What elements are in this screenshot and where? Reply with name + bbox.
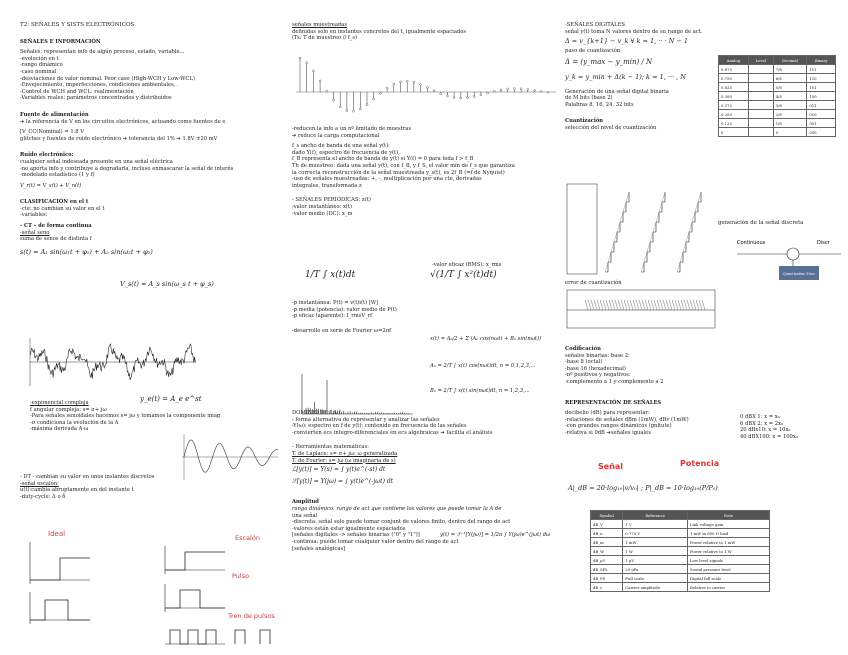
ct-equation-2: s(t) = A₁ sin(ω₁t + φ₁) + A₂ sin(ω₂t + φ₂) <box>20 247 153 256</box>
label-senal: Señal <box>598 462 624 471</box>
gen-disc-title: generación de la señal discreta <box>718 220 804 226</box>
error-hatch-line <box>660 300 663 310</box>
table-cell: Digital full scale <box>688 574 770 583</box>
table-cell: 111 <box>807 65 836 74</box>
error-hatch-line <box>624 300 627 310</box>
table-cell: 1 mW <box>623 538 688 547</box>
column-1 <box>20 22 282 288</box>
table-row <box>719 119 836 128</box>
dc-integral: 1/T ∫ x(t)dt <box>305 270 356 280</box>
error-hatch-line <box>642 300 645 310</box>
error-hatch-line <box>690 300 693 310</box>
quant-title: Cuantización <box>565 118 604 125</box>
table-cell: 0.750 <box>719 74 749 83</box>
gen-line: Palabras 8, 16, 24, 32 bits <box>565 101 634 108</box>
sample-point <box>353 110 355 112</box>
sec1-line: Señales: representan info de algún proceso, estado, variable... <box>20 49 185 56</box>
noisy-sine-plot <box>28 336 198 388</box>
table-row <box>719 110 836 119</box>
sample-point <box>487 92 489 94</box>
quant-error-label: Quantization Error <box>783 272 816 276</box>
tools-line: T. de Fourier: s= jω (ω imaginaria de s) <box>292 457 396 464</box>
table-cell: 1 V <box>623 520 688 529</box>
class-title: CLASIFICACIÓN en el t <box>20 199 89 206</box>
exp-equation: y_e(t) = A_e e^st <box>140 395 202 403</box>
ct-title: - CT – de forma continua <box>20 223 92 230</box>
table-cell: dB_μV <box>591 556 623 565</box>
error-hatch-line <box>666 300 669 310</box>
table-cell: dB_m <box>591 538 623 547</box>
table-cell: Link voltage gain <box>688 520 770 529</box>
tools-title: - Herramientas matemáticas: <box>292 444 369 451</box>
exp-line: -máxima derivada A·ω <box>30 426 89 433</box>
table-cell: 4/8 <box>773 92 807 101</box>
gen-line: Generación de una señal digital binaria <box>565 88 669 95</box>
table-row <box>591 574 770 583</box>
table-row <box>719 83 836 92</box>
label-tren: Tren de pulsos <box>228 612 275 620</box>
error-hatch-line <box>669 300 672 310</box>
table-header: Note <box>688 511 770 520</box>
sample-point <box>473 96 475 98</box>
exp-line: -Para señales senoidales hacemos s= jω y tomamos la componente imag <box>30 413 221 420</box>
table-cell <box>748 110 773 119</box>
column-3 <box>565 22 715 132</box>
periodic-line: -valor instantáneo: x(t) <box>292 203 353 210</box>
page-title: T2: SEÑALES Y SISTS ELECTRÓNICOS <box>20 22 135 28</box>
continuous-label: Continuous <box>737 240 766 246</box>
table-row <box>591 529 770 538</box>
error-hatch-line <box>663 300 666 310</box>
table-cell <box>748 83 773 92</box>
sample-point <box>453 97 455 99</box>
table-cell: 0.775 V <box>623 529 688 538</box>
table-cell <box>748 65 773 74</box>
error-hatch-line <box>678 300 681 310</box>
power-line: -p eficaz (aparente): I_rmsV_rf <box>292 313 373 320</box>
quantization-diagram <box>565 182 715 276</box>
table-cell <box>748 74 773 83</box>
table-cell: 010 <box>807 110 836 119</box>
digital-equation-3: y_k = y_min + Δ(k − 1); k = 1, ··· , N <box>565 72 686 81</box>
table-cell: Relative to carrier <box>688 583 770 592</box>
noise-title: Ruido electrónico: <box>20 152 74 159</box>
table-cell: Sound pressure level <box>688 565 770 574</box>
dt-line: u(t):cambia abruptamente en del instante t <box>20 487 134 494</box>
db-units-table <box>590 510 770 592</box>
db-line: decibelio (dB) para representar: <box>565 410 650 417</box>
sample-point <box>306 62 308 64</box>
table-cell: Carrier amplitude <box>623 583 688 592</box>
sample-point <box>319 80 321 82</box>
binary-code-table <box>718 55 836 137</box>
class-line: -cte: no cambian su valor en el t <box>20 205 105 212</box>
error-hatch-line <box>630 300 633 310</box>
bw-line: dado Y(f), espectro de frecuencia de y(t), <box>292 149 400 156</box>
table-row <box>591 538 770 547</box>
sample-point <box>373 98 375 100</box>
table-cell: Power relative to 1 mW <box>688 538 770 547</box>
table-cell: Low level signals <box>688 556 770 565</box>
ct-equation-1: V_s(t) = A_s sin(ω_s t + φ_s) <box>120 280 214 288</box>
fourier-transform-equation: ℱ[y(t)] = Y(jω) = ∫ y(t)e^(-jωt) dt <box>292 477 394 485</box>
table-row <box>591 583 770 592</box>
quantization-error-diagram <box>565 288 717 330</box>
digital-equation-1: Δ = v_{k+1} − v_k ∀ k = 1, ·· · N − 1 <box>565 37 688 46</box>
error-hatch-line <box>633 300 636 310</box>
error-hatch-line <box>606 300 609 310</box>
codif-line: -complemento a 1 y complemento a 2 <box>565 378 664 385</box>
sample-point <box>299 57 301 59</box>
error-hatch-line <box>684 300 687 310</box>
class-line: -variables: <box>20 212 48 219</box>
noise-equation: V_r(t) = V_s(t) + V_n(t) <box>20 182 82 189</box>
digital-equation-2: Δ = (y_max − y_min) / N <box>565 58 653 67</box>
table-cell: 20 μPa <box>623 565 688 574</box>
sample-point <box>400 81 402 83</box>
tools-line: T. de Laplace: s= σ+ jω: ω generalizada <box>292 450 398 457</box>
table-cell: 1 mW in 600 Ω load <box>688 529 770 538</box>
table-cell: 1 W <box>623 547 688 556</box>
table-cell: 0.375 <box>719 101 749 110</box>
error-hatch-line <box>600 300 603 310</box>
analog-ramp <box>605 192 629 272</box>
codif-line: -nº positivos y negativos: <box>565 372 631 379</box>
sample-point <box>406 80 408 82</box>
section-title-senales: SEÑALES E INFORMACIÓN <box>20 38 101 45</box>
error-hatch-line <box>657 300 660 310</box>
table-cell: 1/8 <box>773 119 807 128</box>
ct-line: suma de senos de distinta f <box>20 236 92 243</box>
sample-point <box>547 91 549 93</box>
table-header: Binary <box>807 56 836 65</box>
rep-title: REPRESENTACIÓN DE SEÑALES <box>565 399 662 406</box>
sample-point <box>346 110 348 112</box>
sample-point <box>534 89 536 91</box>
db-equation: A|_dB = 20·log₁₀|v/v₀| ; P|_dB = 10·log₁₀(P/P₀) <box>568 484 718 492</box>
table-cell: 0.250 <box>719 110 749 119</box>
error-hatch-line <box>687 300 690 310</box>
sec1-line: -rango dinámico <box>20 62 63 69</box>
db-row: 6 dBX 2: x = 2x₀ <box>740 420 783 427</box>
sec1-line: -Variables reales: parámetros concentrados y distribuidos <box>20 95 172 102</box>
amp-line: rango dinámico: rango de act que contiene los valores que puede tomar la A de <box>292 505 502 512</box>
power-title: Fuente de alimentación <box>20 111 89 118</box>
table-cell: 5/8 <box>773 83 807 92</box>
table-cell <box>748 119 773 128</box>
sample-point <box>513 88 515 90</box>
sample-point <box>386 87 388 89</box>
error-hatch-line <box>612 300 615 310</box>
table-cell: 0.500 <box>719 92 749 101</box>
bw-line: -uso de señales muestreadas: +, -, multiplicación por una cte, derivadas <box>292 176 482 183</box>
codif-line: -base 16 (hexadecimal) <box>565 365 626 372</box>
noise-line: -no aporta info y contribuye a degradarla, incluso enmascarar la señal de interés <box>20 165 234 172</box>
noise-line: -modelado estadístico (1 y f) <box>20 172 95 179</box>
sampled-line: ➔ reduce la carga computacional <box>292 132 380 139</box>
error-hatch-line <box>588 300 591 310</box>
table-cell: 6/8 <box>773 74 807 83</box>
sample-point <box>339 106 341 108</box>
error-hatch-line <box>591 300 594 310</box>
error-title: error de cuantización <box>565 280 622 286</box>
error-hatch-line <box>675 300 678 310</box>
periodic-line: -valor eficaz (RMS): x_rms <box>432 262 502 268</box>
error-hatch-line <box>603 300 606 310</box>
table-cell: 001 <box>807 119 836 128</box>
sampling-block <box>292 126 554 268</box>
table-cell: 1 μV <box>623 556 688 565</box>
codif-line: señales binarias: base 2: <box>565 352 630 359</box>
sampled-signal-plot <box>292 42 560 124</box>
table-row <box>591 565 770 574</box>
error-hatch-line <box>648 300 651 310</box>
sample-point <box>433 90 435 92</box>
table-header: Symbol <box>591 511 623 520</box>
discrete-label: Discr <box>817 240 830 246</box>
label-pulso: Pulso <box>232 572 250 580</box>
freq-title: DOMINIO DE LA f <box>292 410 341 416</box>
sample-point <box>520 88 522 90</box>
amp-title: Amplitud <box>292 499 319 506</box>
fourier-label: -desarrollo en serie de Fourier ω=2πf <box>292 327 392 334</box>
table-cell: 0.125 <box>719 119 749 128</box>
svg-text:Quantization Error <box>783 272 816 276</box>
analog-ramp <box>641 192 665 272</box>
error-hatch-line <box>594 300 597 310</box>
db-line: -relativa si 0dB ➔señales iguales <box>565 429 651 436</box>
error-hatch-line <box>615 300 618 310</box>
digital-title: -SEÑALES DIGITALES <box>565 22 625 28</box>
error-hatch-line <box>585 300 588 310</box>
sample-point <box>527 88 529 90</box>
sample-point <box>540 90 542 92</box>
table-header: Reference <box>623 511 688 520</box>
dt-block <box>20 474 170 500</box>
table-cell: 3/8 <box>773 101 807 110</box>
sampled-line: (Ts: T de muestreo // f_s) <box>292 35 358 42</box>
error-hatch-line <box>699 300 702 310</box>
power-line: ➔ la referencia de V en los circuitos electrónicos, actuando como fuentes de e <box>20 118 226 125</box>
bw-line: la correcta reconstrucción de la señal muestreada y_s(t), es 2f_B (=f de Nyquist) <box>292 169 505 176</box>
table-cell: 7/8 <box>773 65 807 74</box>
exp-line: -σ condiciona la evolución de la A <box>30 419 119 426</box>
error-hatch-line <box>618 300 621 310</box>
discrete-generation-diagram <box>735 232 845 282</box>
sec1-line: -evolución en t <box>20 55 59 62</box>
amp-line: -valores están estar igualmente espaciados <box>292 525 406 532</box>
table-cell: 101 <box>807 83 836 92</box>
fourier-inverse-equation: y(t) = ℱ⁻¹[Y(jω)] = 1/2π ∫ Y(jω)e^(jωt) dω <box>440 532 551 538</box>
dt-line: -señal escalón: <box>20 480 59 487</box>
ideal-signal-diagrams <box>20 540 290 650</box>
table-header: Analog <box>719 56 749 65</box>
table-cell: dB_V <box>591 520 623 529</box>
sample-point <box>420 84 422 86</box>
table-row <box>719 65 836 74</box>
amp-line: [señales digitales -> señales binarias ("0" y "1")] <box>292 532 420 539</box>
fourier-eq-1: x(t) = A₀/2 + Σ (Aₙ cos(nωt) + Bₙ sin(nωt)) <box>430 336 542 342</box>
svg-text:Discr <box>817 240 831 246</box>
db-row: 0 dBX 1: x = x₀ <box>740 414 780 420</box>
table-row <box>591 556 770 565</box>
table-cell <box>748 101 773 110</box>
sample-point <box>480 94 482 96</box>
table-cell: dB_FS <box>591 574 623 583</box>
db-equivalences <box>740 414 840 440</box>
power-block <box>292 300 554 334</box>
sample-point <box>333 99 335 101</box>
sample-point <box>446 95 448 97</box>
bw-line: integrales, transformada z <box>292 182 362 189</box>
power-line: glitches y fuentes de ruido electrónico ➔ tolerancia del 1% ➔ 1.8V ±20 mV <box>20 135 218 142</box>
table-cell: 000 <box>807 128 836 137</box>
power-line: -p instantánea: P(t) = v(t)i(t) [W] <box>292 300 379 306</box>
db-line: -con grandes rangos dinámicos (gnitute) <box>565 423 672 430</box>
sampled-title: señales muestreadas <box>292 22 348 28</box>
sample-point <box>326 90 328 92</box>
rms-integral: √(1/T ∫ x²(t)dt) <box>430 270 497 280</box>
periodic-line: -valor medio (DC): x_m <box>292 210 353 217</box>
sample-point <box>366 104 368 106</box>
error-hatch-line <box>681 300 684 310</box>
error-hatch-line <box>621 300 624 310</box>
table-cell: dB_c <box>591 583 623 592</box>
svg-text:Continuous <box>737 240 766 246</box>
column-2 <box>292 22 554 42</box>
table-cell: 0 <box>719 128 749 137</box>
error-hatch-line <box>672 300 675 310</box>
digital-line: señal y(t) toma N valores dentro de su rango de act. <box>565 28 703 35</box>
table-row <box>719 101 836 110</box>
table-row <box>719 128 836 137</box>
table-cell: dB_W <box>591 547 623 556</box>
table-cell: Full scale <box>623 574 688 583</box>
label-ideal: Ideal <box>48 530 66 538</box>
bw-line: f_s ancho de banda de una señal y(t): <box>292 143 390 150</box>
damped-oscillation-plot <box>180 432 280 482</box>
error-hatch-line <box>636 300 639 310</box>
exp-title: -exponencial compleja <box>30 400 89 406</box>
sample-point <box>312 70 314 72</box>
table-cell: 0 <box>773 128 807 137</box>
amp-line: -discreta: señal solo puede tomar conjunt de valores finito, dentro del rango de act <box>292 519 511 526</box>
freq-line: -convierten ecs integro-diferenciales en ecs algebraicas ➔ facilita el análisis <box>292 429 493 436</box>
table-row <box>591 547 770 556</box>
db-line: -relaciones de señales dBm (1mW), dBv (1mW) <box>565 416 689 423</box>
error-hatch-line <box>654 300 657 310</box>
table-cell: 100 <box>807 92 836 101</box>
table-row <box>591 520 770 529</box>
table-cell: 2/8 <box>773 110 807 119</box>
sec1-line: -Envejecimiento, imperfecciones, condiciones ambientales, . <box>20 82 179 89</box>
dt-title: - DT - cambian su valor en unos instantes discretos <box>20 474 155 480</box>
error-hatch-line <box>645 300 648 310</box>
error-hatch-line <box>693 300 696 310</box>
label-potencia: Potencia <box>680 459 720 468</box>
table-cell: dB_SPL <box>591 565 623 574</box>
amp-line: [señales analógicas] <box>292 545 346 552</box>
bw-line: Th de muestreo: dada una señal y(t), con f_B, y f_S, el valor mín de f_s que garantiza <box>292 162 515 169</box>
amp-line: -continua: puede tomar cualquier valor dentro del rango de act <box>292 538 459 545</box>
sample-point <box>379 92 381 94</box>
sec1-line: -Control de WCH and WCL: realimentación <box>20 88 134 95</box>
table-cell: 011 <box>807 101 836 110</box>
sampled-line: definidas solo en instantes concretos del t, igualmente espaciados <box>292 28 467 35</box>
fourier-eq-3: Bₙ = 2/T ∫ x(t) sin(nωt)dt, n = 1,2,3,... <box>430 388 530 394</box>
sample-point <box>426 87 428 89</box>
db-row: 40 dBX100: x = 100x₀ <box>740 433 798 440</box>
laplace-equation: ℒ[y(t)] = Y(s) = ∫ y(t)e^(-st) dt <box>292 466 386 474</box>
exp-line: f angular compleja: s= σ+ jω <box>30 406 107 413</box>
ct-line: -señal seno <box>20 229 50 236</box>
label-escalon: Escalón <box>235 534 260 542</box>
power-line: [V_CC(Nominal) = 1.8 V <box>20 129 84 136</box>
exp-block <box>30 395 290 433</box>
table-header: Level <box>748 56 773 65</box>
sec1-line: -desviaciones de valor nominal. Peor caso (High-WCH y Low-WCL) <box>20 75 195 82</box>
sample-point <box>493 90 495 92</box>
periodic-title: - SEÑALES PERIÓDICAS: x(t) <box>292 197 371 204</box>
sample-point <box>359 108 361 110</box>
table-row <box>719 74 836 83</box>
db-row: 20 dBx10: x = 10x₀ <box>740 427 791 434</box>
error-hatch-line <box>609 300 612 310</box>
error-hatch-line <box>639 300 642 310</box>
amp-line: una señal <box>292 512 318 519</box>
table-cell: 110 <box>807 74 836 83</box>
freq-line: -Y(ω): espectro en f de y(t): contenido en frecuencia de las señales <box>292 423 467 430</box>
bw-line: f_B representa el ancho de banda de y(t) si Y(f) = 0 para toda f > f_B <box>292 156 474 163</box>
table-cell: dB_u <box>591 529 623 538</box>
sampled-line: -reducen la info a un nº limitado de muestras <box>292 126 412 132</box>
error-hatch-line <box>627 300 630 310</box>
noise-line: cualquier señal indeseada presente en una señal eléctrica <box>20 158 173 165</box>
table-cell: 0.625 <box>719 83 749 92</box>
sec1-line: -caso nominal <box>20 68 57 75</box>
table-cell: Power relative to 1 W <box>688 547 770 556</box>
sample-point <box>440 93 442 95</box>
freq-block <box>292 410 554 552</box>
sample-point <box>393 83 395 85</box>
gen-line: de M bits (base 2) <box>565 95 613 102</box>
table-header: Decimal <box>773 56 807 65</box>
power-line: -p media (potencia): valor medio de P(t) <box>292 306 397 313</box>
table-cell <box>748 92 773 101</box>
sample-point <box>413 81 415 83</box>
error-hatch-line <box>702 300 705 310</box>
codif-line: -base 8 (octal) <box>565 359 603 366</box>
quant-line: selección del nivel de cuantización <box>565 124 657 131</box>
analog-ramp <box>677 192 701 272</box>
error-hatch-line <box>597 300 600 310</box>
table-row <box>719 92 836 101</box>
codif-title: Codificación <box>565 346 601 352</box>
dt-line: -duty-cycle: Δ o δ <box>20 493 66 500</box>
step-label: paso de cuantización <box>565 47 621 54</box>
sample-point <box>507 88 509 90</box>
error-hatch-line <box>651 300 654 310</box>
table-cell <box>748 128 773 137</box>
error-hatch-line <box>696 300 699 310</box>
sample-point <box>467 97 469 99</box>
table-cell: 0.875 <box>719 65 749 74</box>
fourier-eq-2: Aₙ = 2/T ∫ x(t) cos(nωt)dt, n = 0,1,2,3,... <box>430 363 536 369</box>
sample-point <box>460 97 462 99</box>
sample-point <box>500 89 502 91</box>
freq-line: - forma alternativa de representar y analizar las señales <box>292 416 440 423</box>
